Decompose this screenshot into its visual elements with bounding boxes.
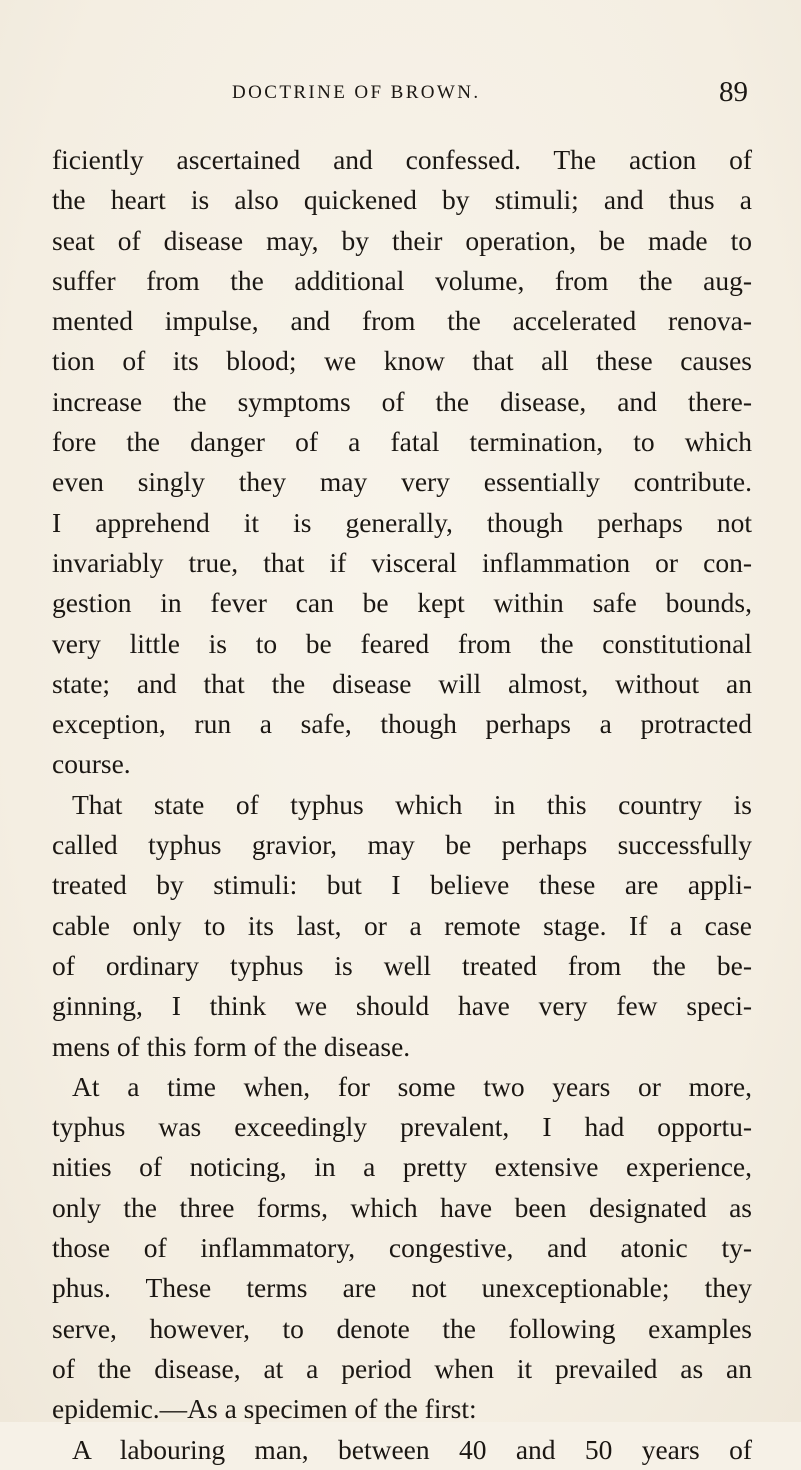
text-line: typhus was exceedingly prevalent, I had opportu- bbox=[52, 1111, 752, 1143]
text-line: exception, run a safe, though perhaps a protracted bbox=[52, 708, 752, 740]
page-number: 89 bbox=[719, 76, 748, 108]
text-line: state; and that the disease will almost, without an bbox=[52, 667, 752, 699]
text-line: invariably true, that if visceral inflammation or con- bbox=[52, 546, 752, 578]
text-line: ginning, I think we should have very few speci- bbox=[52, 990, 752, 1022]
body-text bbox=[52, 140, 752, 1470]
text-line: increase the symptoms of the disease, and there- bbox=[52, 385, 752, 417]
text-line: of the disease, at a period when it prevailed as an bbox=[52, 1352, 752, 1384]
paragraph-end-line: mens of this form of the disease. bbox=[52, 1030, 411, 1062]
paragraph-end-line: epidemic.—As a specimen of the first: bbox=[52, 1393, 477, 1425]
text-line: the heart is also quickened by stimuli; and thus a bbox=[52, 184, 752, 216]
text-line: serve, however, to denote the following examples bbox=[52, 1312, 752, 1344]
text-line: treated by stimuli: but I believe these are appli- bbox=[52, 869, 752, 901]
text-line: those of inflammatory, congestive, and atonic ty- bbox=[52, 1232, 752, 1264]
text-line: even singly they may very essentially contribute. bbox=[52, 466, 752, 498]
text-line: mented impulse, and from the accelerated renova- bbox=[52, 305, 752, 337]
text-line: fore the danger of a fatal termination, to which bbox=[52, 426, 752, 458]
paragraph-start-line: At a time when, for some two years or more, bbox=[72, 1070, 752, 1102]
text-line: nities of noticing, in a pretty extensive experience, bbox=[52, 1151, 752, 1183]
text-line: suffer from the additional volume, from the aug- bbox=[52, 264, 752, 296]
running-head: DOCTRINE OF BROWN. bbox=[232, 82, 481, 103]
text-line: tion of its blood; we know that all these causes bbox=[52, 345, 752, 377]
text-line: ficiently ascertained and confessed. The action of bbox=[52, 144, 752, 175]
text-line: called typhus gravior, may be perhaps successfully bbox=[52, 829, 752, 861]
paragraph-end-line: course. bbox=[52, 748, 131, 780]
text-line: of ordinary typhus is well treated from the be- bbox=[52, 949, 752, 981]
text-line: cable only to its last, or a remote stage. If a case bbox=[52, 909, 752, 941]
text-line: I apprehend it is generally, though perhaps not bbox=[52, 506, 752, 538]
text-line: very little is to be feared from the constitutional bbox=[52, 627, 752, 659]
paragraph-start-line: A labouring man, between 40 and 50 years of bbox=[72, 1433, 752, 1465]
text-line: only the three forms, which have been designated as bbox=[52, 1191, 752, 1223]
text-line: seat of disease may, by their operation, be made to bbox=[52, 224, 752, 256]
text-line: phus. These terms are not unexceptionable; they bbox=[52, 1272, 752, 1304]
paragraph-start-line: That state of typhus which in this country is bbox=[72, 788, 752, 820]
text-line: gestion in fever can be kept within safe bounds, bbox=[52, 587, 752, 619]
page-header bbox=[52, 78, 752, 118]
